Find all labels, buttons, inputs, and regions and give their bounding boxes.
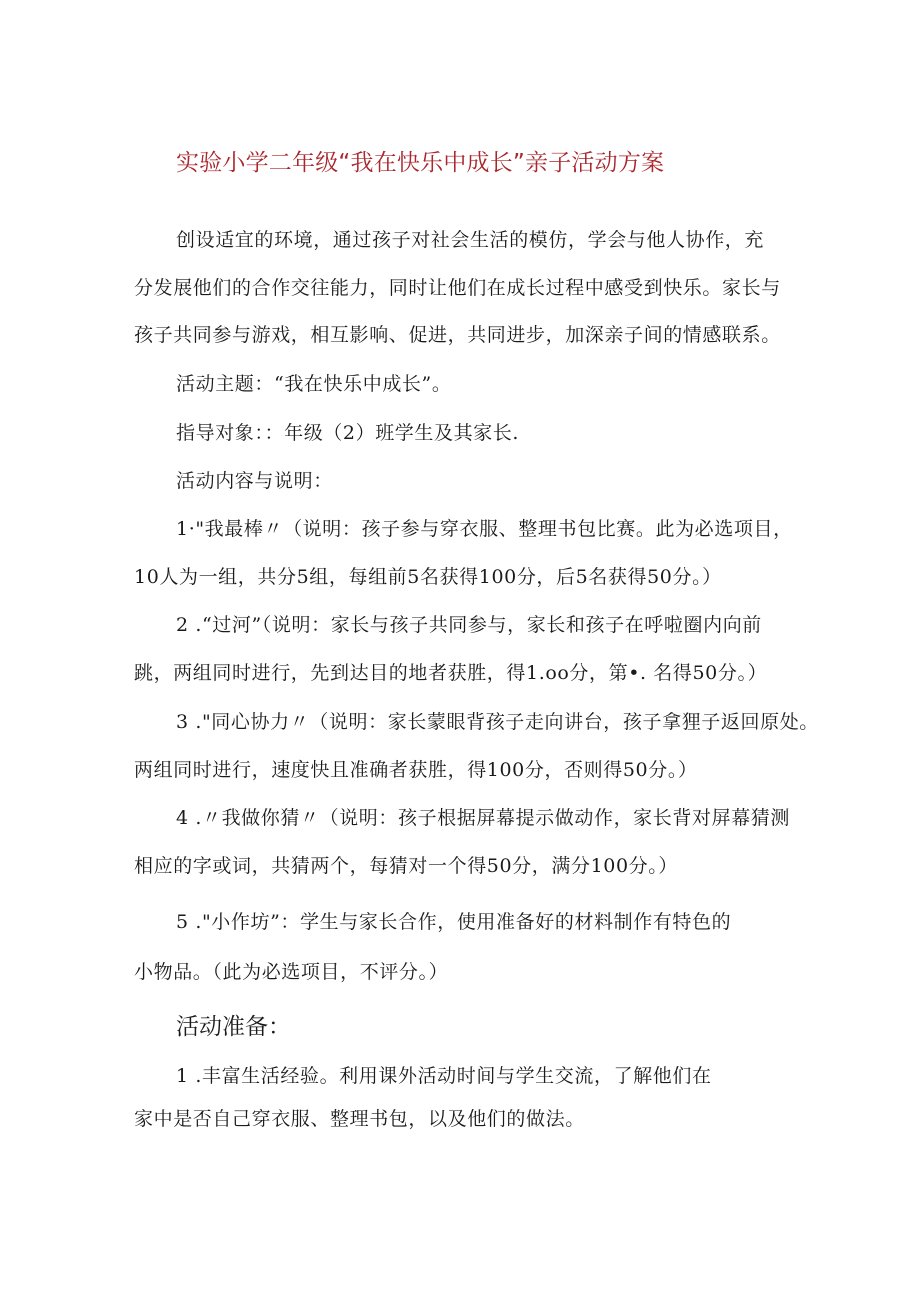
- activity-item: 10人为一组，共分5组，每组前5名获得100分，后5名获得50分。）: [134, 566, 722, 588]
- activity-item: 跳，两组同时进行，先到达目的地者获胜，得1.oo分，第•. 名得50分。）: [134, 662, 768, 684]
- section-heading: 活动准备：: [176, 1014, 291, 1040]
- activity-item: 相应的字或词，共猜两个，每猜对一个得50分，满分100分。）: [134, 855, 678, 877]
- intro-line: 分发展他们的合作交往能力，同时让他们在成长过程中感受到快乐。家长与: [134, 277, 781, 299]
- prep-item: 家中是否自己穿衣服、整理书包，以及他们的做法。: [134, 1108, 585, 1130]
- activity-item: 3 ."同心协力〃（说明：家长蒙眼背孩子走向讲台，孩子拿狸子返回原处。: [176, 711, 819, 733]
- intro-line: 孩子共同参与游戏，相互影响、促进，共同进步，加深亲子间的情感联系。: [134, 324, 781, 346]
- content-label: 活动内容与说明：: [176, 470, 333, 492]
- document-title: 实验小学二年级“我在快乐中成长”亲子活动方案: [176, 150, 665, 176]
- guidance-target: 指导对象：：年级（2）班学生及其家长.: [176, 422, 520, 444]
- activity-item: 4 .〃我做你猜〃（说明：孩子根据屏幕提示做动作，家长背对屏幕猜测: [176, 807, 790, 829]
- activity-item: 两组同时进行，速度快且准确者获胜，得100分，否则得50分。）: [134, 759, 698, 781]
- activity-item: 小物品。（此为必选项目，不评分。）: [134, 961, 449, 983]
- activity-theme: 活动主题：“我在快乐中成长”。: [176, 373, 452, 395]
- prep-item: 1 .丰富生活经验。利用课外活动时间与学生交流，了解他们在: [176, 1065, 712, 1087]
- activity-item: 2 .“过河”（说明：家长与孩子共同参与，家长和孩子在呼啦圈内向前: [176, 614, 762, 636]
- intro-line: 创设适宜的环境，通过孩子对社会生活的模仿，学会与他人协作，充: [176, 229, 765, 251]
- activity-item: 5 ."小作坊”：学生与家长合作，使用准备好的材料制作有特色的: [176, 911, 732, 933]
- activity-item: 1·"我最棒〃（说明：孩子参与穿衣服、整理书包比赛。此为必选项目，: [176, 518, 793, 540]
